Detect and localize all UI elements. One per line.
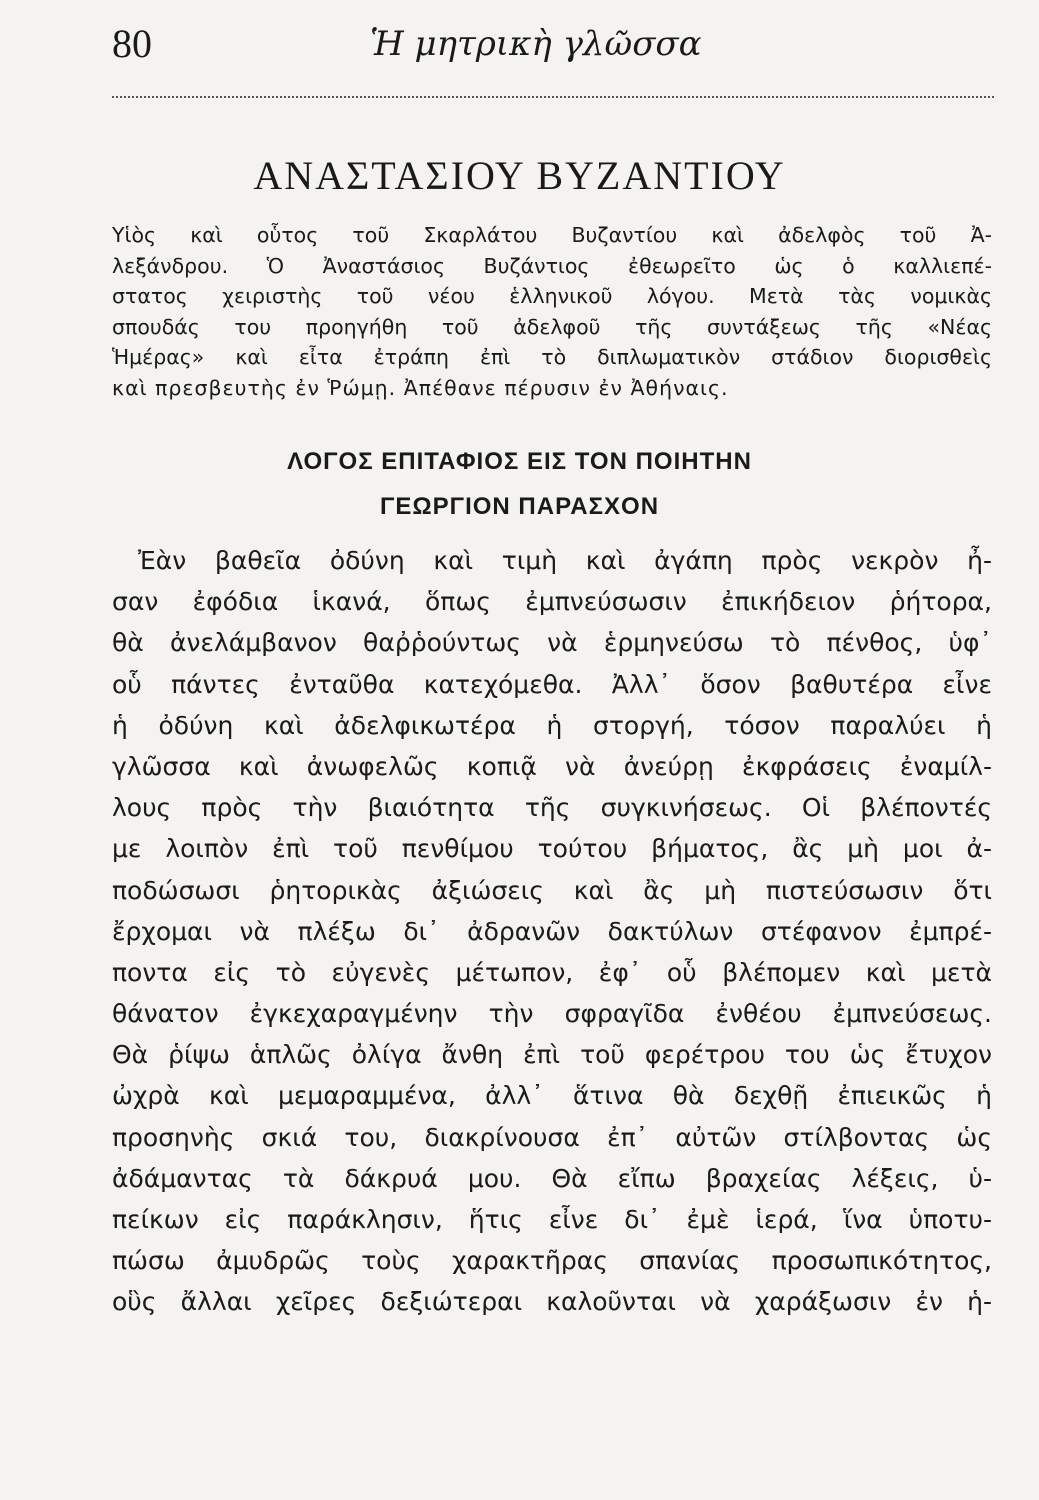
body-line: οὗ πάντες ἐνταῦθα κατεχόμεθα. Ἀλλ᾽ ὅσον βαθυτέρα εἶνε <box>112 669 992 699</box>
body-line: σαν ἐφόδια ἱκανά, ὅπως ἐμπνεύσωσιν ἐπικήδειον ῥήτορα, <box>112 587 992 617</box>
bio-line: καὶ πρεσβευτὴς ἐν Ῥώμῃ. Ἀπέθανε πέρυσιν ἐν Ἀθήναις. <box>112 375 729 400</box>
body-line: ἀδάμαντας τὰ δάκρυά μου. Θὰ εἴπω βραχείας λέξεις, ὑ- <box>112 1163 992 1193</box>
bio-line: Υἱὸς καὶ οὗτος τοῦ Σκαρλάτου Βυζαντίου καὶ ἀδελφὸς τοῦ Ἀ- <box>112 223 992 247</box>
author-bio <box>112 220 992 403</box>
bio-line: Ἡμέρας» καὶ εἶτα ἐτράπη ἐπὶ τὸ διπλωματικὸν στάδιον διορισθεὶς <box>112 345 992 369</box>
body-line: ὠχρὰ καὶ μεμαραμμένα, ἀλλ᾽ ἅτινα θὰ δεχθῇ ἐπιεικῶς ἡ <box>112 1081 992 1111</box>
body-line: ποντα εἰς τὸ εὐγενὲς μέτωπον, ἐφ᾽ οὗ βλέπομεν καὶ μετὰ <box>112 957 992 987</box>
body-line: προσηνὴς σκιά του, διακρίνουσα ἐπ᾽ αὐτῶν στίλβοντας ὡς <box>112 1122 992 1152</box>
page-header <box>112 18 992 74</box>
body-line: λους πρὸς τὴν βιαιότητα τῆς συγκινήσεως. Οἱ βλέποντές <box>112 793 992 823</box>
body-line: με λοιπὸν ἐπὶ τοῦ πενθίμου τούτου βήματος, ἂς μὴ μοι ἀ- <box>112 834 992 864</box>
body-line: θάνατον ἐγκεχαραγμένην τὴν σφραγῖδα ἐνθέου ἐμπνεύσεως. <box>112 999 992 1029</box>
bio-line: λεξάνδρου. Ὁ Ἀναστάσιος Βυζάντιος ἐθεωρεῖτο ὡς ὁ καλλιεπέ- <box>112 253 992 278</box>
bio-line: στατος χειριστὴς τοῦ νέου ἑλληνικοῦ λόγου. Μετὰ τὰς νομικὰς <box>112 284 992 308</box>
author-heading: ΑΝΑΣΤΑΣΙΟΥ ΒΥΖΑΝΤΙΟΥ <box>253 153 786 198</box>
body-line: πώσω ἀμυδρῶς τοὺς χαρακτῆρας σπανίας προσωπικότητος, <box>112 1246 992 1276</box>
body-line: οὓς ἄλλαι χεῖρες δεξιώτεραι καλοῦνται νὰ χαράξωσιν ἐν ἡ- <box>112 1287 992 1317</box>
body-line: Ἐὰν βαθεῖα ὀδύνη καὶ τιμὴ καὶ ἀγάπη πρὸς νεκρὸν ἦ- <box>138 546 992 575</box>
body-line: Θὰ ῥίψω ἁπλῶς ὀλίγα ἄνθη ἐπὶ τοῦ φερέτρου του ὡς ἔτυχον <box>112 1040 992 1070</box>
body-line: θὰ ἀνελάμβανον θαῤῥούντως νὰ ἑρμηνεύσω τὸ πένθος, ὑφ᾽ <box>112 628 992 658</box>
body-line: ἔρχομαι νὰ πλέξω δι᾽ ἀδρανῶν δακτύλων στέφανον ἐμπρέ- <box>112 916 992 946</box>
running-title: Ἡ μητρικὴ γλῶσσα <box>370 24 702 64</box>
body-line: ποδώσωσι ῥητορικὰς ἀξιώσεις καὶ ἂς μὴ πιστεύσωσιν ὅτι <box>112 875 992 905</box>
speech-title-line: ΓΕΩΡΓΙΟΝ ΠΑΡΑΣΧΟΝ <box>379 493 660 520</box>
speech-title-line: ΛΟΓΟΣ ΕΠΙΤΑΦΙΟΣ ΕΙΣ ΤΟΝ ΠΟΙΗΤΗΝ <box>287 448 752 475</box>
body-line: γλῶσσα καὶ ἀνωφελῶς κοπιᾷ νὰ ἀνεύρῃ ἐκφράσεις ἐναμίλ- <box>112 751 992 781</box>
page-number: 80 <box>112 21 152 66</box>
bio-line: σπουδάς του προηγήθη τοῦ ἀδελφοῦ τῆς συντάξεως τῆς «Νέας <box>112 314 992 339</box>
body-line: πείκων εἰς παράκλησιν, ἥτις εἶνε δι᾽ ἐμὲ ἱερά, ἵνα ὑποτυ- <box>112 1205 992 1234</box>
speech-title <box>0 440 1039 530</box>
body-line: ἡ ὀδύνη καὶ ἀδελφικωτέρα ἡ στοργή, τόσον παραλύει ἡ <box>112 710 992 740</box>
header-divider <box>112 96 994 98</box>
speech-body <box>112 540 992 1323</box>
